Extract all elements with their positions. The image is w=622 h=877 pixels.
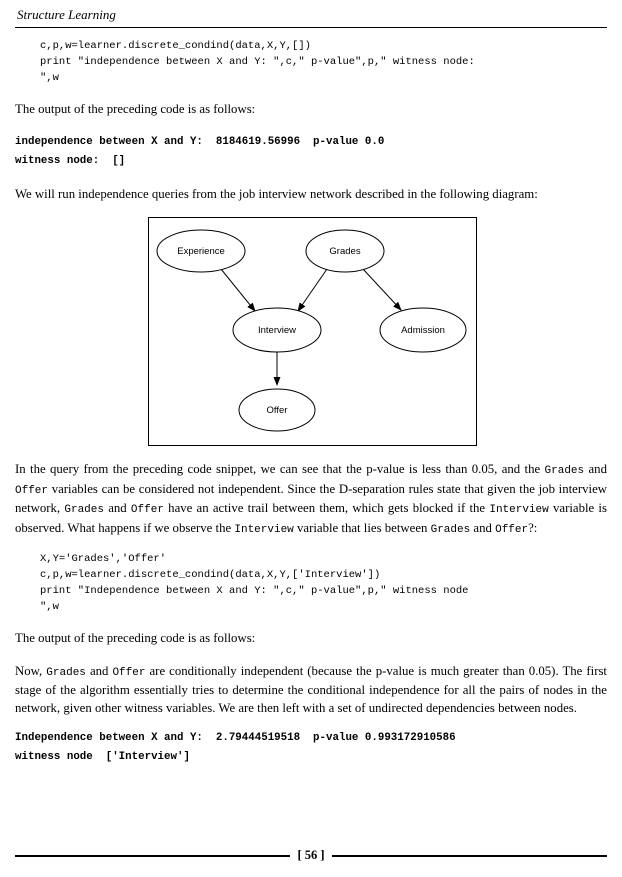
running-header: Structure Learning [15,5,607,28]
text-run: and [584,462,607,476]
code-line: c,p,w=learner.discrete_condind(data,X,Y,['Interview']) [40,569,381,581]
inline-code: Grades [544,465,585,477]
text-run: have an active trail between them, which gets blocked if the [163,501,490,515]
text-run: and [85,663,113,678]
inline-code: Offer [15,484,49,497]
text-run: and [470,520,496,535]
edge-grades-admission [363,269,401,310]
text-run: Now, [15,663,47,678]
edge-experience-interview [221,269,255,311]
text-run: variables can be considered not independent. Since the D-separation rules state that given the job interview network, [15,481,607,515]
output-block-2 [15,729,607,767]
node-label-experience: Experience [177,246,225,257]
code-line: ",w [40,72,59,84]
inline-code: Grades [46,666,86,679]
diagram-frame [148,217,477,446]
network-diagram [149,218,476,445]
inline-code: Offer [112,666,146,679]
code-line: c,p,w=learner.discrete_condind(data,X,Y,[]) [40,40,311,52]
output-line: independence between X and Y: 8184619.56996 p-value 0.0 [15,135,385,148]
footer-rule-left [15,855,290,857]
text-run: are conditionally independent (because the p-value is much greater than 0.05). The first stage of the algorithm essentially tries to determine the conditional independence for all the pairs of nodes in the network, given other witness variables. We are then left with a set of undirected dependencies between nodes. [15,663,607,715]
inline-code: Interview [234,523,294,536]
code-line: print "independence between X and Y: ",c," p-value",p," witness node: [40,56,475,68]
paragraph-dseparation [15,461,607,539]
code-line: print "Independence between X and Y: ",c," p-value",p," witness node [40,585,469,597]
code-line: ",w [40,601,59,613]
code-block-2 [40,551,607,615]
page-number: [ 56 ] [297,848,325,862]
edge-grades-interview [298,269,327,311]
inline-code: Interview [489,504,549,516]
footer-rule-right [332,855,607,857]
paragraph-conditional-independence [15,663,607,718]
code-block-1 [40,38,607,86]
inline-code: Offer [495,523,529,536]
inline-code: Grades [430,523,471,536]
node-label-interview: Interview [257,325,297,336]
output-block-1 [15,133,607,171]
node-label-admission: Admission [401,325,445,336]
paragraph-network-intro: We will run independence queries from the job interview network described in the following diagram: [15,186,538,201]
page-footer [15,848,607,863]
node-label-offer: Offer [266,405,288,416]
code-line: X,Y='Grades','Offer' [40,553,167,565]
paragraph-output-intro-1: The output of the preceding code is as follows: [15,102,256,116]
output-line: Independence between X and Y: 2.79444519518 p-value 0.993172910586 [15,732,456,744]
text-run: variable is observed. What happens if we observe the [15,501,607,535]
inline-code: Offer [130,504,164,516]
output-line: witness node ['Interview'] [15,751,190,763]
inline-code: Grades [64,504,104,516]
text-run: and [103,501,131,515]
output-line: witness node: [] [15,154,126,167]
text-run: ?: [528,520,538,535]
node-label-grades: Grades [329,246,361,257]
paragraph-output-intro-2: The output of the preceding code is as follows: [15,631,256,645]
text-run: In the query from the preceding code snippet, we can see that the p-value is less than 0.05, and the [15,462,545,476]
text-run: variable that lies between [293,520,431,535]
